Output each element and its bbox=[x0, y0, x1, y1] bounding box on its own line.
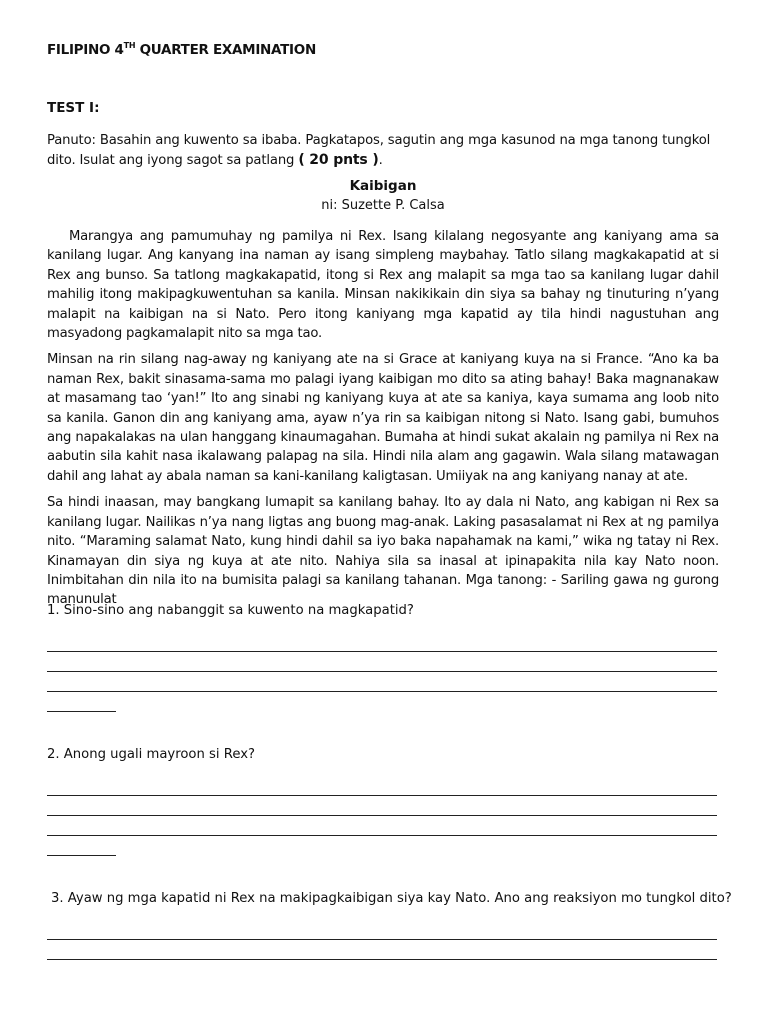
answer-lines-2 bbox=[47, 778, 719, 858]
story-body bbox=[47, 227, 719, 617]
question-1: 1. Sino-sino ang nabanggit sa kuwento na magkapatid? bbox=[47, 603, 414, 618]
answer-line-short[interactable] bbox=[47, 694, 116, 712]
test-heading: TEST I: bbox=[47, 100, 100, 116]
answer-lines-3 bbox=[47, 922, 719, 962]
answer-line-short[interactable] bbox=[47, 838, 116, 856]
story-paragraph: Minsan na rin silang nag-away ng kaniyang ate na si Grace at kaniyang kuya na si France. “Ano ka ba naman Rex, bakit sinasama-sama mo palagi iyang kaibigan mo dito sa ating bahay! Baka magnanakaw at masamang tao ‘yan!” Ito ang sinabi ng kaniyang kuya at ate sa kaniya, kaya sumama ang loob nito sa kanila. Ganon din ang kaniyang ama, ayaw n’ya rin sa kaibigan nitong si Nato. Isang gabi, bumuhos ang napakalakas na ulan hanggang kinaumagahan. Bumaha at hindi sukat akalain ng pamilya ni Rex na aabutin sila kahit nasa ikalawang palapag na sila. Hindi nila alam ang gagawin. Wala silang matawagan dahil ang lahat ay abala naman sa kani-kanilang kaligtasan. Umiiyak na ang kaniyang nanay at ate. bbox=[47, 352, 719, 484]
question-3: 3. Ayaw ng mga kapatid ni Rex na makipagkaibigan siya kay Nato. Ano ang reaksiyon mo tungkol dito? bbox=[51, 891, 732, 906]
answer-line[interactable] bbox=[47, 942, 717, 960]
exam-title-suffix: QUARTER EXAMINATION bbox=[135, 42, 316, 58]
exam-title bbox=[47, 42, 316, 58]
exam-title-superscript: TH bbox=[123, 41, 136, 50]
answer-lines-1 bbox=[47, 634, 719, 714]
answer-line[interactable] bbox=[47, 798, 717, 816]
instructions-end: . bbox=[378, 152, 383, 168]
story-author: ni: Suzette P. Calsa bbox=[321, 198, 445, 213]
exam-title-prefix: FILIPINO 4 bbox=[47, 42, 124, 58]
question-2: 2. Anong ugali mayroon si Rex? bbox=[47, 747, 256, 762]
instructions-text: Panuto: Basahin ang kuwento sa ibaba. Pagkatapos, sagutin ang mga kasunod na mga tanong tungkol dito. Isulat ang iyong sagot sa patlang bbox=[47, 133, 711, 168]
answer-line[interactable] bbox=[47, 674, 717, 692]
answer-line[interactable] bbox=[47, 778, 717, 796]
story-paragraph: Sa hindi inaasan, may bangkang lumapit sa kanilang bahay. Ito ay dala ni Nato, ang kabigan ni Rex sa kanilang lugar. Nailikas n’ya nang ligtas ang buong mag-anak. Laking pasasalamat ni Rex at ng pamilya nito. “Maraming salamat Nato, kung hindi dahil sa iyo baka napahamak na kami,” wika ng tatay ni Rex. Kinamayan din siya ng kuya at ate nito. Nahiya sila sa inasal at ipinapakita nila kay Nato noon. Inimbitahan din nila ito na bumisita palagi sa kanilang tahanan. Mga tanong: - Sariling gawa ng gurong manunulat bbox=[47, 495, 719, 608]
answer-line[interactable] bbox=[47, 922, 717, 940]
answer-line[interactable] bbox=[47, 634, 717, 652]
instructions bbox=[47, 131, 719, 170]
story-paragraph: Marangya ang pamumuhay ng pamilya ni Rex. Isang kilalang negosyante ang kaniyang ama sa kanilang lugar. Ang kanyang ina naman ay isang simpleng maybahay. Tatlo silang magkakapatid at si Rex ang bunso. Sa tatlong magkakapatid, itong si Rex ang malapit sa mga tao sa kanilang lugar dahil mahilig itong makipagkuwentuhan sa kanila. Minsan nakikikain din siya sa bahay ng tinuturing n’yang malapit na kaibigan na si Nato. Pero itong kaniyang mga kapatid ay tila hindi nagustuhan ang masyadong pagkamalapit nito sa mga tao. bbox=[47, 229, 719, 342]
answer-line[interactable] bbox=[47, 654, 717, 672]
story-title: Kaibigan bbox=[349, 178, 417, 194]
points-label: ( 20 pnts ) bbox=[298, 151, 379, 168]
answer-line[interactable] bbox=[47, 818, 717, 836]
